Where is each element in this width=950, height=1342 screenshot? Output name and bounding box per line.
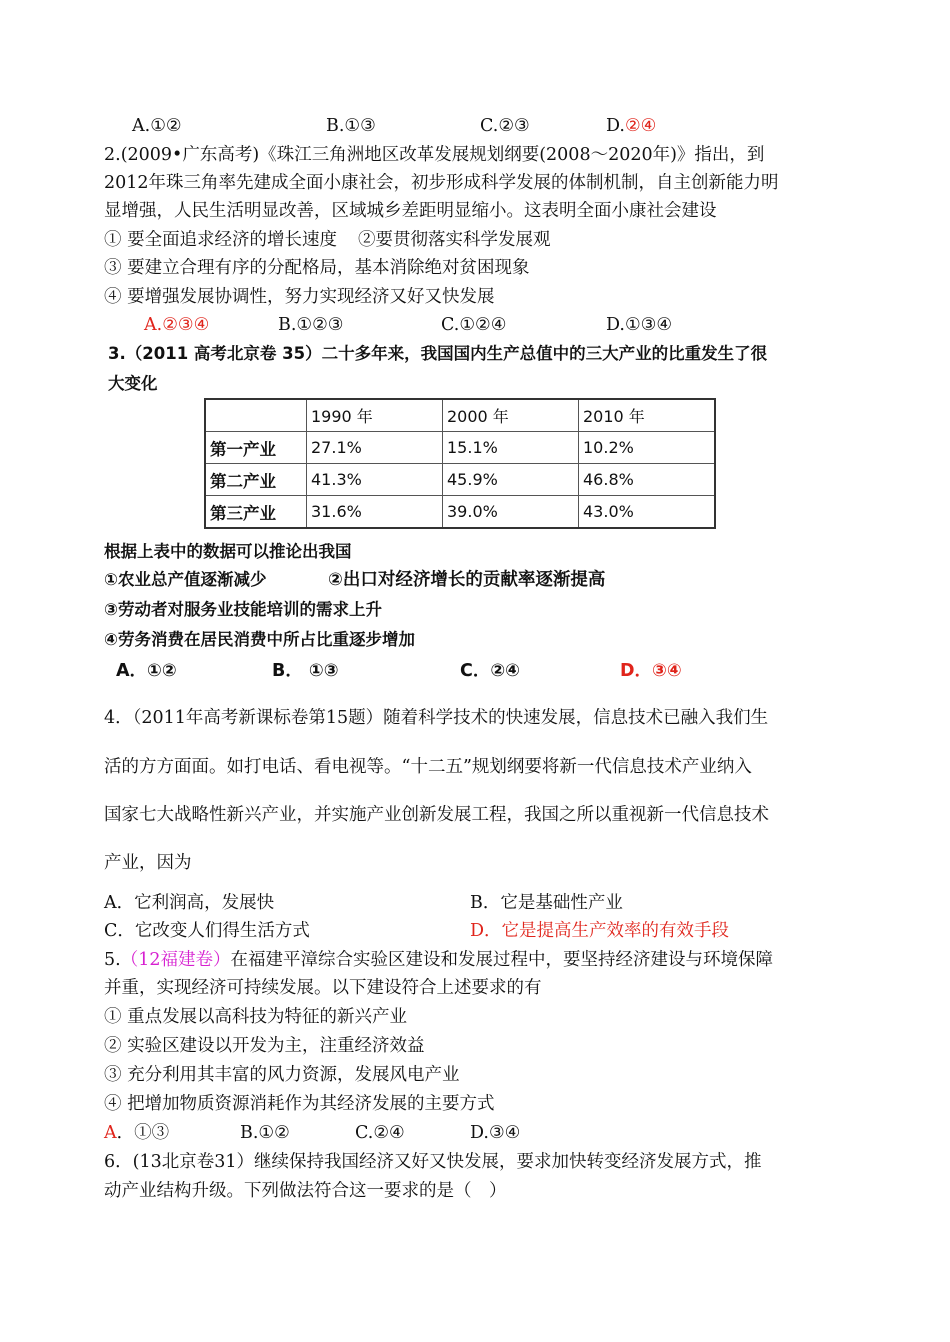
- table-row-label: 第三产业: [205, 496, 307, 529]
- q3-statement-1: ①农业总产值逐渐减少: [104, 570, 267, 589]
- table-header-2000: 2000 年: [443, 399, 579, 432]
- q3-option-c: C．②④: [460, 661, 520, 681]
- q4-option-b: B．它是基础性产业: [470, 893, 623, 913]
- q2-option-a: A.②③④: [144, 315, 210, 335]
- q1-option-d-label: D.: [606, 116, 625, 136]
- table-cell: 45.9%: [443, 464, 579, 496]
- q5-option-d: D.③④: [470, 1123, 521, 1143]
- table-cell: 27.1%: [307, 432, 443, 464]
- table-row-label: 第二产业: [205, 464, 307, 496]
- table-header-1990: 1990 年: [307, 399, 443, 432]
- q5-source: （12福建卷）: [120, 950, 231, 970]
- table-row: [205, 496, 715, 529]
- table-header-row: [205, 399, 715, 432]
- q5-stem-line2: 并重，实现经济可持续发展。以下建设符合上述要求的有: [104, 978, 542, 998]
- q5-answer-letter: A: [104, 1123, 117, 1143]
- q4-stem-line1: 4．（2011年高考新课标卷第15题）随着科学技术的快速发展，信息技术已融入我们生: [104, 708, 769, 728]
- q6-stem-line2: 动产业结构升级。下列做法符合这一要求的是（ ）: [104, 1181, 507, 1201]
- q2-statement-3: ③ 要建立合理有序的分配格局，基本消除绝对贫困现象: [104, 258, 530, 278]
- q3-stem-line1: 3.（2011 高考北京卷 35）二十多年来，我国国内生产总值中的三大产业的比重发生了很: [108, 344, 768, 363]
- table-row: [205, 432, 715, 464]
- table-cell: 43.0%: [579, 496, 716, 529]
- industry-share-table: [204, 398, 716, 529]
- q1-option-b: B.①③: [326, 116, 376, 136]
- q3-option-b: B． ①③: [272, 661, 339, 681]
- q5-option-c: C.②④: [355, 1123, 405, 1143]
- q2-option-d: D.①③④: [606, 315, 673, 335]
- q1-option-c: C.②③: [480, 116, 530, 136]
- q3-option-d: D．③④: [620, 661, 682, 681]
- q2-statement-4: ④ 要增强发展协调性，努力实现经济又好又快发展: [104, 287, 495, 307]
- q3-statement-4: ④劳务消费在居民消费中所占比重逐步增加: [104, 630, 415, 649]
- q2-option-c: C.①②④: [441, 315, 507, 335]
- q5-stem-line1: [104, 948, 773, 972]
- q3-statement-3: ③劳动者对服务业技能培训的需求上升: [104, 600, 382, 619]
- q2-stem-line1: 2.(2009•广东高考)《珠江三角洲地区改革发展规划纲要(2008～2020年)》指出，到: [104, 145, 765, 165]
- table-header-2010: 2010 年: [579, 399, 716, 432]
- q3-stem-line2: 大变化: [108, 374, 158, 393]
- q4-option-d: D．它是提高生产效率的有效手段: [470, 921, 730, 941]
- q4-option-a: A．它利润高，发展快: [104, 893, 275, 913]
- q1-option-d: [606, 114, 656, 138]
- q4-stem-line3: 国家七大战略性新兴产业，并实施产业创新发展工程，我国之所以重视新一代信息技术: [104, 805, 769, 825]
- q3-stem: 根据上表中的数据可以推论出我国: [104, 542, 352, 561]
- q1-option-a: A.①②: [132, 116, 182, 136]
- table-cell: 41.3%: [307, 464, 443, 496]
- table-corner-cell: [205, 399, 307, 432]
- table-cell: 15.1%: [443, 432, 579, 464]
- q2-stem-line2: 2012年珠三角率先建成全面小康社会，初步形成科学发展的体制机制，自主创新能力明: [104, 173, 779, 193]
- q5-statement-2: ② 实验区建设以开发为主，注重经济效益: [104, 1036, 425, 1056]
- q5-stem-text: 在福建平漳综合实验区建设和发展过程中，要坚持经济建设与环境保障: [230, 950, 773, 970]
- q1-answer: ②④: [624, 116, 657, 136]
- q5-number: 5.: [104, 950, 121, 970]
- q6-stem-line1: 6．(13北京卷31）继续保持我国经济又好又快发展，要求加快转变经济发展方式，推: [104, 1152, 762, 1172]
- q5-option-a: [104, 1121, 169, 1145]
- q5-option-a-text: ．①③: [116, 1123, 170, 1143]
- q2-statement-2: ②要贯彻落实科学发展观: [358, 230, 551, 250]
- q5-statement-1: ① 重点发展以高科技为特征的新兴产业: [104, 1007, 408, 1027]
- table-cell: 46.8%: [579, 464, 716, 496]
- q5-statement-4: ④ 把增加物质资源消耗作为其经济发展的主要方式: [104, 1094, 495, 1114]
- q4-option-c: C．它改变人们得生活方式: [104, 921, 310, 941]
- table-cell: 39.0%: [443, 496, 579, 529]
- q3-option-a: A．①②: [116, 661, 177, 681]
- q4-stem-line2: 活的方方面面。如打电话、看电视等。“十二五”规划纲要将新一代信息技术产业纳入: [104, 757, 752, 777]
- q4-stem-line4: 产业，因为: [104, 853, 192, 873]
- table-cell: 31.6%: [307, 496, 443, 529]
- q2-statement-1: ① 要全面追求经济的增长速度: [104, 230, 338, 250]
- table-row: [205, 464, 715, 496]
- q2-stem-line3: 显增强，人民生活明显改善，区域城乡差距明显缩小。这表明全面小康社会建设: [104, 201, 717, 221]
- table-cell: 10.2%: [579, 432, 716, 464]
- q5-option-b: B.①②: [240, 1123, 290, 1143]
- table-row-label: 第一产业: [205, 432, 307, 464]
- q2-option-b: B.①②③: [278, 315, 344, 335]
- q3-statement-2: ②出口对经济增长的贡献率逐渐提高: [328, 570, 606, 590]
- q5-statement-3: ③ 充分利用其丰富的风力资源，发展风电产业: [104, 1065, 460, 1085]
